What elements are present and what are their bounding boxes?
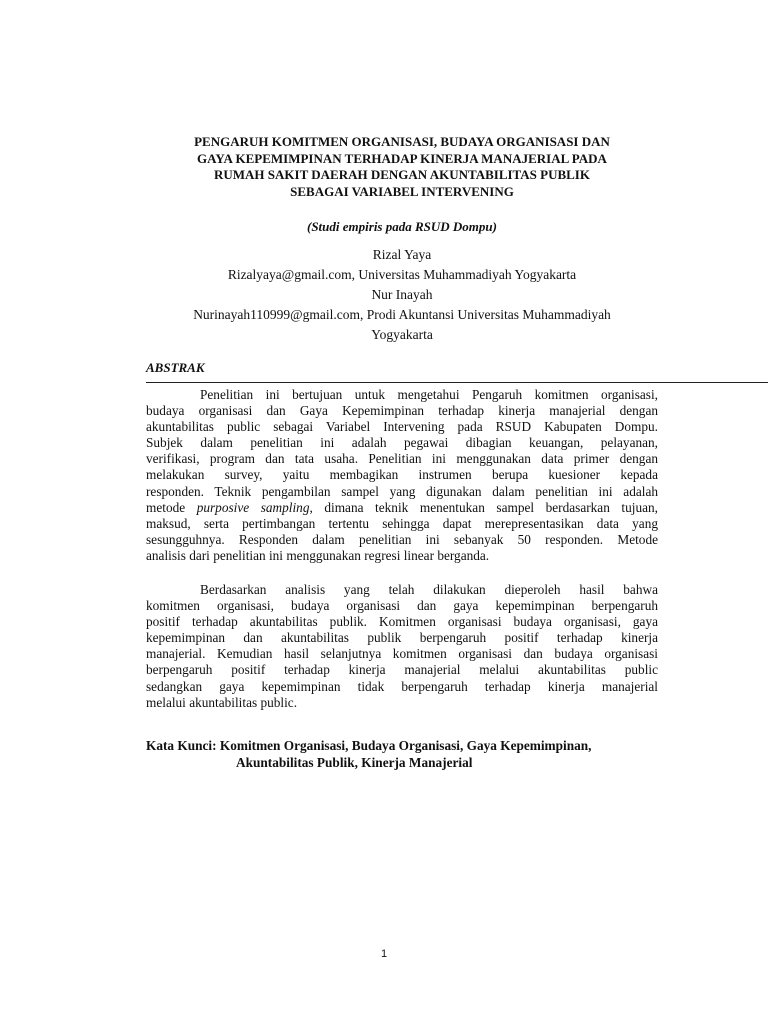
title-line: PENGARUH KOMITMEN ORGANISASI, BUDAYA ORGANISASI DAN	[194, 134, 610, 149]
paragraph-line: melakukan survey, yaitu membagikan instrumen berupa kuesioner kepada	[146, 467, 658, 483]
title-line: GAYA KEPEMIMPINAN TERHADAP KINERJA MANAJERIAL PADA	[197, 150, 607, 166]
paragraph-line: sesungguhnya. Responden dalam penelitian ini sebanyak 50 responden. Metode	[146, 531, 658, 547]
abstract-heading: ABSTRAK	[146, 360, 205, 375]
paragraph-line: Berdasarkan analisis yang telah dilakukan dieperoleh hasil bahwa	[200, 582, 658, 597]
paragraph-line: berpengaruh positif terhadap kinerja manajerial melalui akuntabilitas public	[146, 662, 658, 678]
author-affiliation: Rizalyaya@gmail.com, Universitas Muhammadiyah Yogyakarta	[227, 267, 577, 282]
title-line: RUMAH SAKIT DAERAH DENGAN AKUNTABILITAS PUBLIK	[214, 167, 590, 182]
paragraph-line: kepemimpinan dan akuntabilitas publik berpengaruh positif terhadap kinerja	[146, 630, 658, 646]
author-block	[100, 245, 704, 345]
paragraph-line: melalui akuntabilitas public.	[146, 694, 298, 710]
paper-title	[100, 134, 704, 200]
paragraph-line: manajerial. Kemudian hasil selanjutnya komitmen organisasi dan budaya organisasi	[146, 646, 658, 662]
author-affiliation: Yogyakarta	[371, 327, 433, 342]
author-affiliation: Nurinayah110999@gmail.com, Prodi Akuntansi Universitas Muhammadiyah	[193, 307, 611, 322]
paragraph-line: analisis dari penelitian ini menggunakan regresi linear berganda.	[146, 547, 490, 563]
paragraph-line: sedangkan gaya kepemimpinan tidak berpengaruh terhadap kinerja manajerial	[146, 678, 658, 694]
page-number: 1	[380, 948, 388, 960]
abstract-paragraph-2	[146, 582, 658, 711]
keywords	[146, 737, 676, 771]
paragraph-line: responden. Teknik pengambilan sampel yang digunakan dalam penelitian ini adalah	[146, 483, 658, 499]
paragraph-line: Penelitian ini bertujuan untuk mengetahui Pengaruh komitmen organisasi,	[200, 387, 658, 402]
paragraph-line: komitmen organisasi, budaya organisasi dan gaya kepemimpinan berpengaruh	[146, 598, 658, 614]
author-name: Rizal Yaya	[372, 247, 432, 262]
abstract-divider	[146, 382, 768, 383]
text-run: metode	[146, 499, 197, 515]
keywords-line: Kata Kunci: Komitmen Organisasi, Budaya Organisasi, Gaya Kepemimpinan,	[146, 738, 592, 753]
paragraph-line: verifikasi, program dan tata usaha. Penelitian ini menggunakan data primer dengan	[146, 451, 658, 467]
italic-term: purposive sampling	[196, 499, 310, 515]
author-name: Nur Inayah	[371, 287, 433, 302]
paragraph-line: Subjek dalam penelitian ini adalah pegawai dibagian keuangan, pelayanan,	[146, 435, 658, 451]
text-run: , dimana teknik menentukan sampel berdasarkan tujuan,	[309, 499, 658, 515]
keywords-line: Akuntabilitas Publik, Kinerja Manajerial	[236, 755, 473, 770]
paragraph-line: positif terhadap akuntabilitas publik. Komitmen organisasi budaya organisasi, gaya	[146, 614, 658, 630]
paper-subtitle: (Studi empiris pada RSUD Dompu)	[307, 219, 497, 234]
title-line: SEBAGAI VARIABEL INTERVENING	[290, 183, 514, 199]
paragraph-line: akuntabilitas public sebagai Variabel Intervening pada RSUD Kabupaten Dompu.	[146, 419, 658, 435]
paragraph-line	[146, 500, 658, 516]
abstract-paragraph-1	[146, 387, 658, 564]
paragraph-line: maksud, serta pertimbangan tertentu sehingga dapat merepresentasikan data yang	[146, 515, 658, 531]
paragraph-line: budaya organisasi dan Gaya Kepemimpinan terhadap kinerja manajerial dengan	[146, 403, 658, 419]
